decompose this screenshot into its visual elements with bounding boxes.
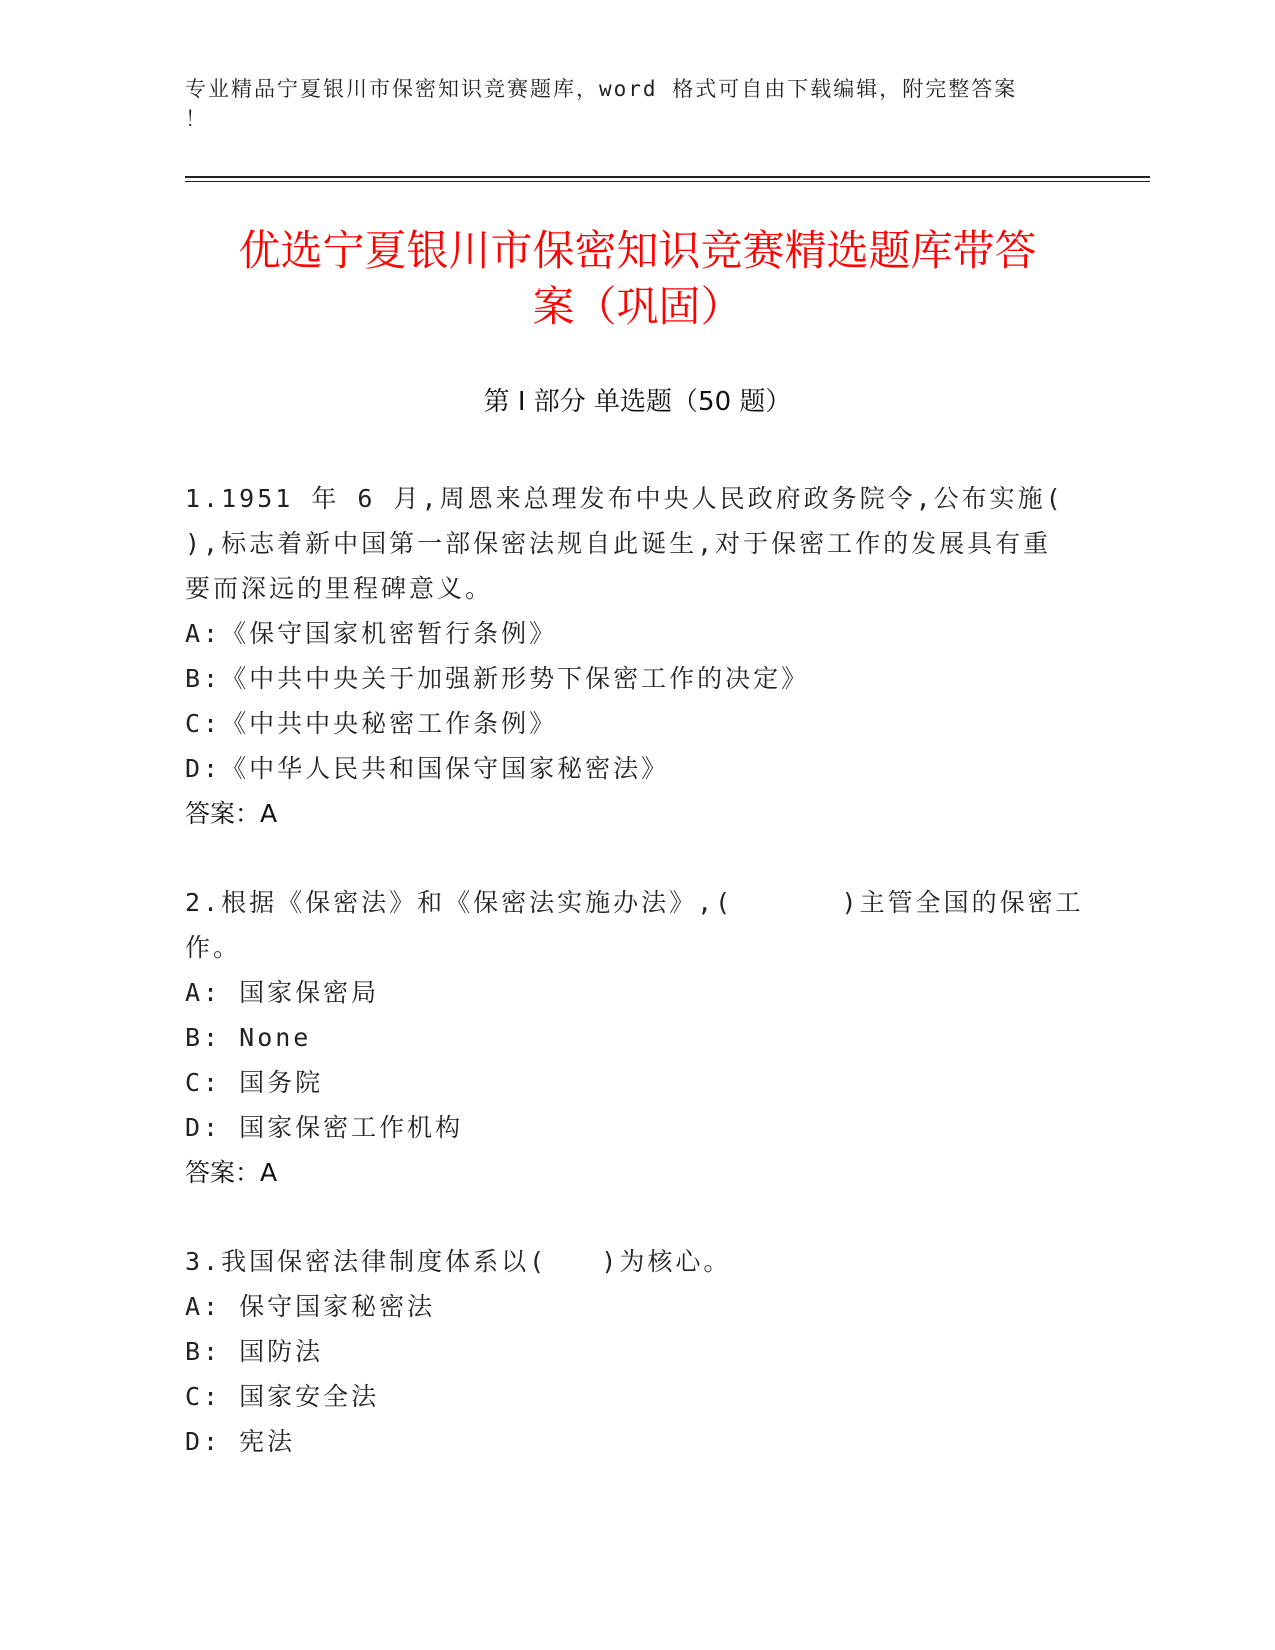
question-2-stem-line-1: 2.根据《保密法》和《保密法实施办法》,( )主管全国的保密工 [185,888,1084,917]
question-2-answer: 答案：A [185,1158,278,1187]
document-title-line-2: 案（巩固） [532,282,743,331]
header-rule-thin [185,181,1150,182]
question-1-option-c: C:《中共中央秘密工作条例》 [185,709,558,738]
question-3-stem-line-1: 3.我国保密法律制度体系以( )为核心。 [185,1247,732,1276]
question-3-option-d: D: 宪法 [185,1427,296,1456]
header-note [185,74,1065,134]
header-rule-thick [185,176,1150,178]
header-note-line-1: 专业精品宁夏银川市保密知识竞赛题库，word 格式可自由下载编辑，附完整答案 [185,77,1018,101]
question-list [185,476,1085,1508]
header-note-line-2: ！ [185,107,208,131]
question-3-option-c: C: 国家安全法 [185,1382,380,1411]
question-1 [185,476,1085,836]
question-2-option-c: C: 国务院 [185,1068,324,1097]
question-2 [185,880,1085,1195]
question-3 [185,1239,1085,1464]
question-2-option-a: A: 国家保密局 [185,978,380,1007]
question-1-stem-line-2: ),标志着新中国第一部保密法规自此诞生,对于保密工作的发展具有重 [185,529,1052,558]
question-1-answer: 答案：A [185,799,278,828]
document-title [185,223,1090,335]
section-heading: 第 I 部分 单选题（50 题） [483,387,792,417]
question-1-option-d: D:《中华人民共和国保守国家秘密法》 [185,754,670,783]
document-title-line-1: 优选宁夏银川市保密知识竞赛精选题库带答 [238,226,1037,275]
question-2-stem-line-2: 作。 [185,933,242,962]
question-3-option-b: B: 国防法 [185,1337,324,1366]
question-1-stem-line-1: 1.1951 年 6 月,周恩来总理发布中央人民政府政务院令,公布实施( [185,484,1064,513]
question-2-option-b: B: None [185,1023,312,1052]
question-1-stem-line-3: 要而深远的里程碑意义。 [185,574,494,603]
question-1-option-a: A:《保守国家机密暂行条例》 [185,619,558,648]
question-1-option-b: B:《中共中央关于加强新形势下保密工作的决定》 [185,664,810,693]
question-2-option-d: D: 国家保密工作机构 [185,1113,464,1142]
question-3-option-a: A: 保守国家秘密法 [185,1292,436,1321]
